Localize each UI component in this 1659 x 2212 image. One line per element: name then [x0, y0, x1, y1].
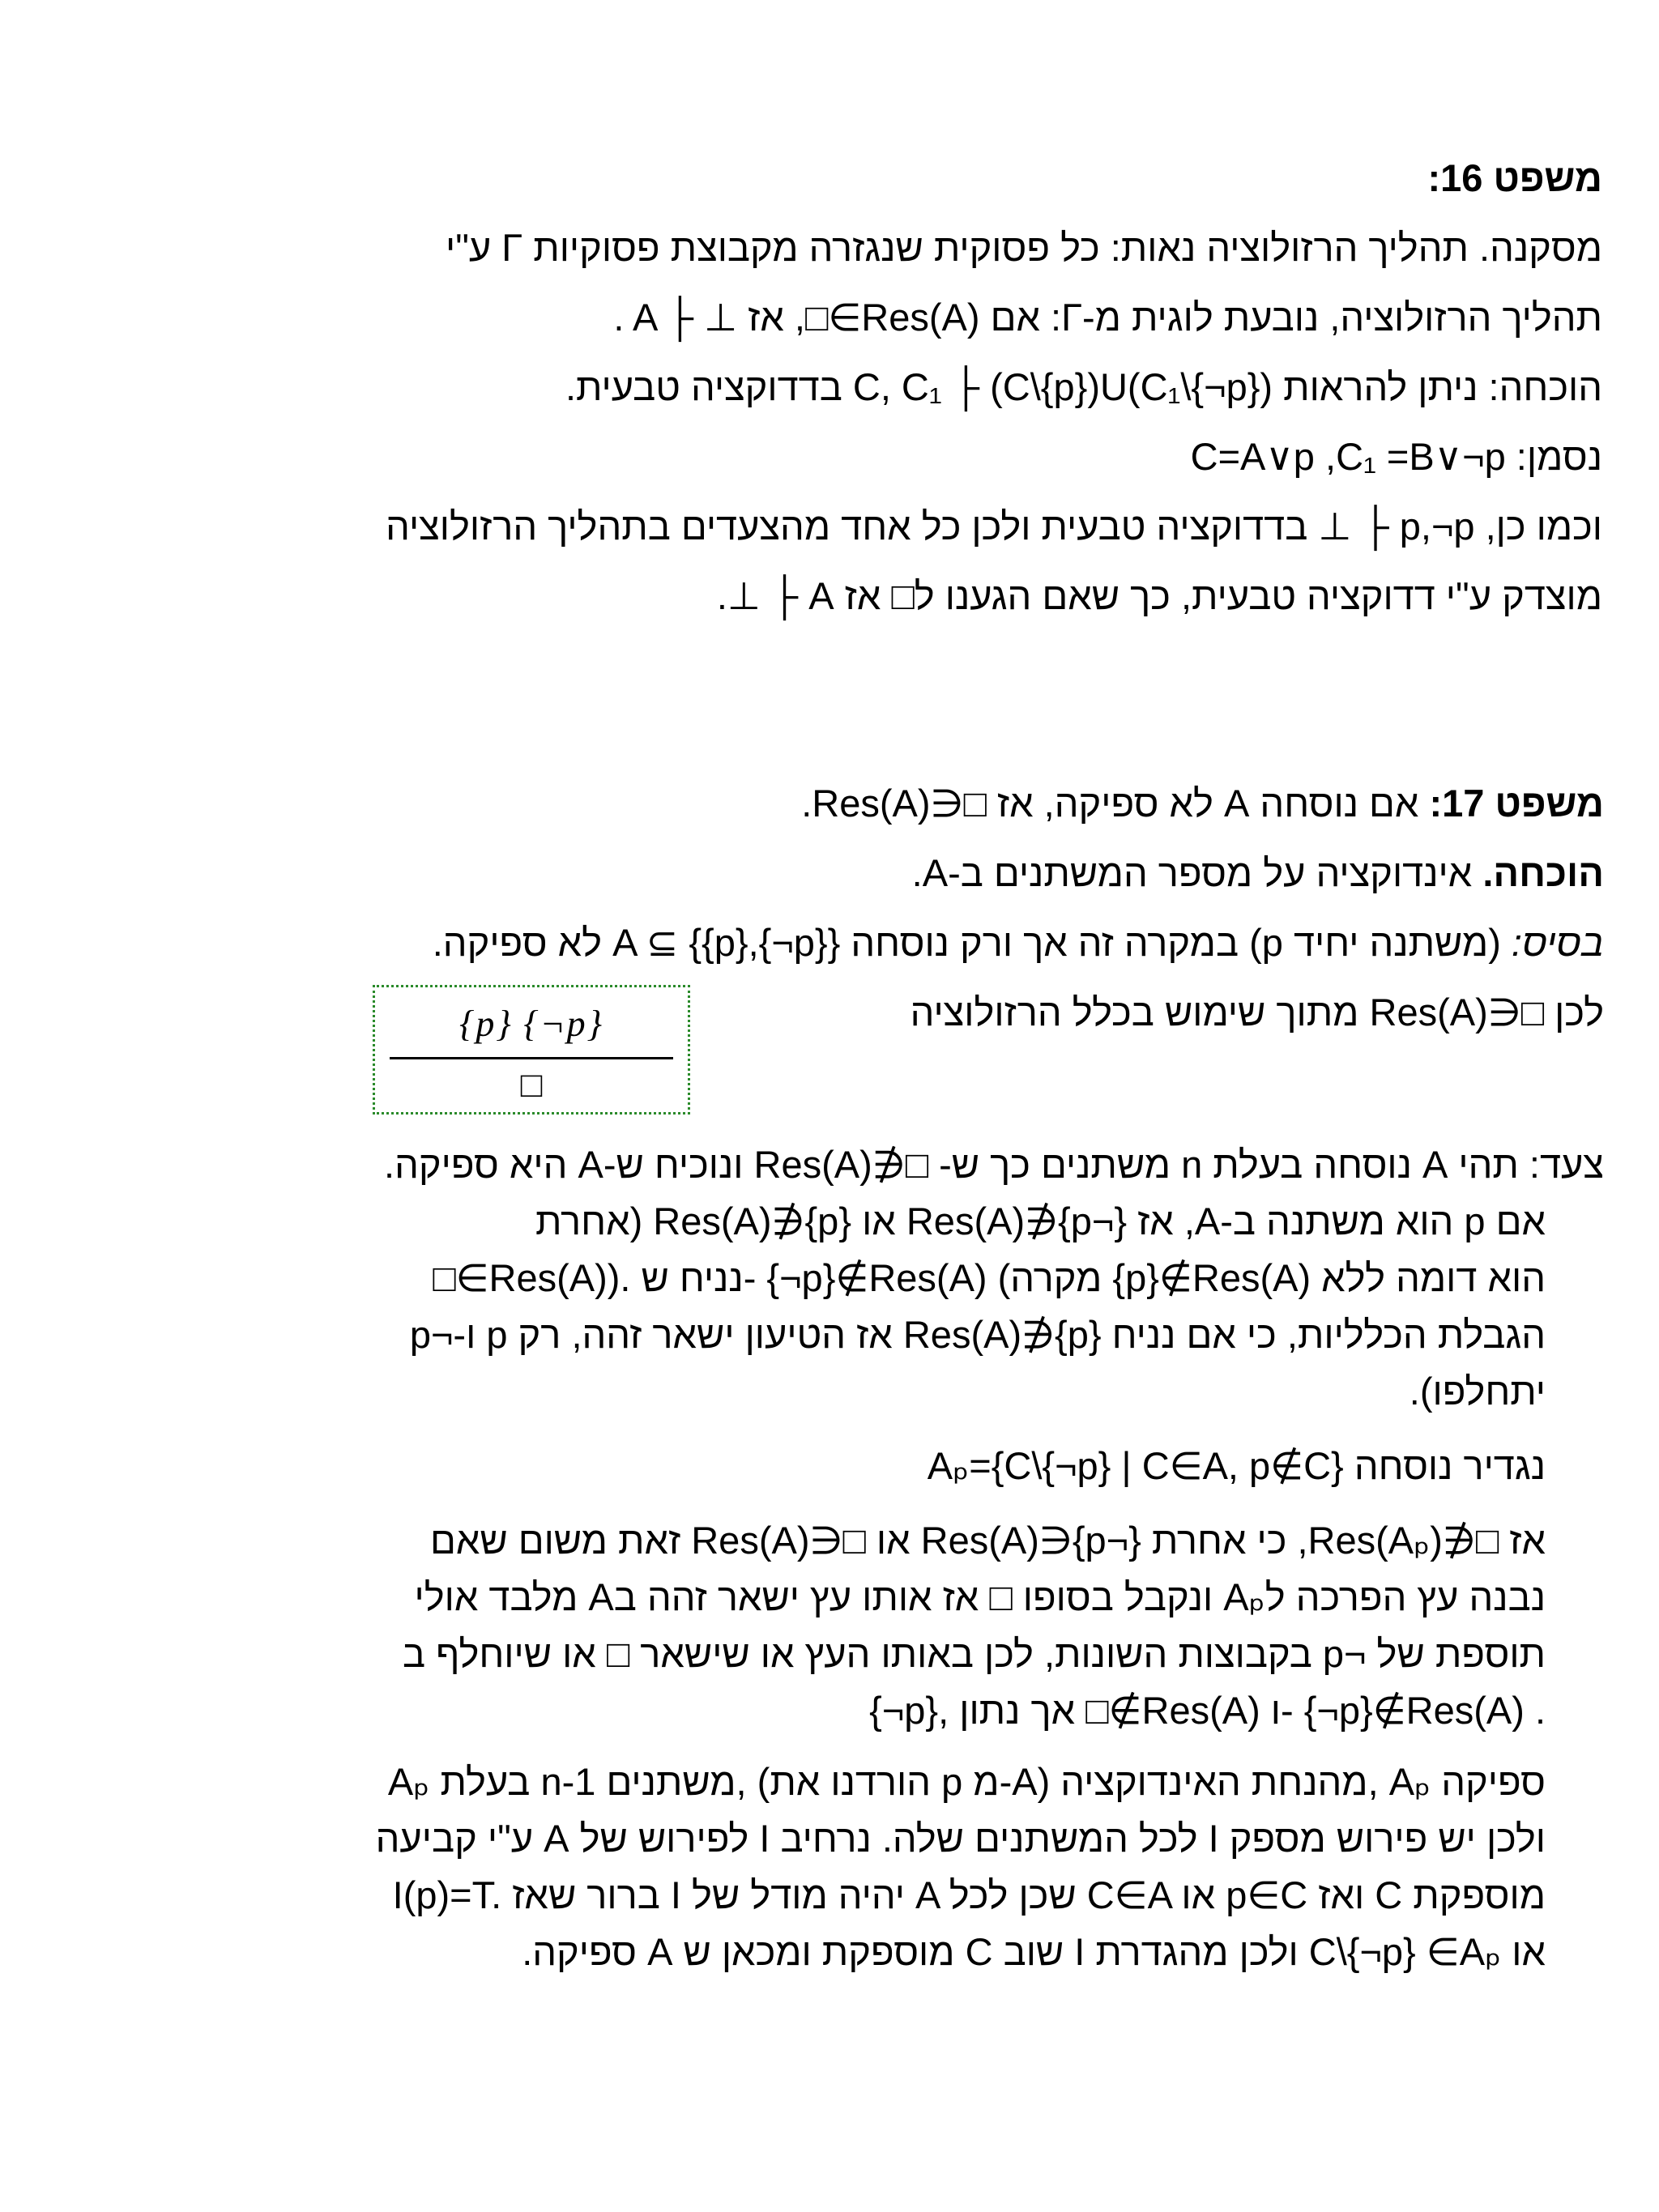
theorem-17-base-line	[433, 918, 1604, 967]
step-line-9: תוספת של ¬p בקבוצות השונות, לכן באותו העץ או שישאר □ או שיוחלף ב	[402, 1632, 1546, 1675]
step-line-10: {¬p}, אך נתון □∉Res(A) ו- {¬p}∉Res(A) .	[869, 1689, 1546, 1732]
proof-text: אינדוקציה על מספר המשתנים ב-A.	[911, 851, 1473, 894]
step-line-4: הגבלת הכלליות, כי אם נניח {p}∉Res(A) אז הטיעון ישאר זהה, רק p ו-¬p	[409, 1313, 1546, 1356]
define-ap-line: נגדיר נוסחה Aₚ={C\{¬p} | C∈A, p∉C}	[927, 1444, 1546, 1487]
step-line-5: יתחלפו).	[1409, 1370, 1546, 1413]
step-line-12: ולכן יש פירוש מספק I לכל המשתנים שלה. נרחיב I לפירוש של A ע"י קביעה	[375, 1817, 1546, 1860]
theorem-17-statement-line	[801, 779, 1604, 828]
theorem-17-proof-line	[912, 849, 1604, 897]
theorem-17-statement: אם נוסחה A לא ספיקה, אז □∈Res(A).	[801, 782, 1419, 825]
base-text: (משתנה יחיד p) במקרה זה אך ורק נוסחה A ⊆ {{p},{¬p}} לא ספיקה.	[432, 921, 1501, 964]
proof-label: הוכחה.	[1482, 851, 1604, 894]
resolution-conclusion: □	[520, 1065, 543, 1105]
step-line-8: נבנה עץ הפרכה לAₚ ונקבל בסופו □ אז אותו עץ ישאר זהה בA מלבד אולי	[414, 1575, 1546, 1618]
step-line-11: Aₚ בעלת n-1 משתנים, (הורדנו את p מ-A) מהנחת האינדוקציה, Aₚ ספיקה	[387, 1760, 1546, 1803]
theorem-17-conclusion-line: לכן □∈Res(A) מתוך שימוש בכלל הרזולוציה	[910, 991, 1604, 1034]
theorem-16-line-5: וכמו כן, p,¬p ├ ⊥ בדדוקציה טבעית ולכן כל אחד מהצעדים בתהליך הרזולוציה	[386, 505, 1602, 548]
step-line-1: צעד: תהי A נוסחה בעלת n משתנים כך ש- □∉Res(A) ונוכיח ש-A היא ספיקה.	[384, 1143, 1604, 1186]
step-line-14: או C\{¬p} ∈Aₚ ולכן מהגדרת I שוב C מוספקת ומכאן ש A ספיקה.	[522, 1930, 1546, 1973]
resolution-premises: {p} {¬p}	[458, 1003, 604, 1044]
theorem-16-line-3: הוכחה: ניתן להראות C, C₁ ├ (C\{p})U(C₁\{¬p}) בדדוקציה טבעית.	[565, 365, 1602, 408]
base-label: בסיס:	[1511, 921, 1604, 964]
step-line-2: אם p הוא משתנה ב-A, אז {¬p}∉Res(A) או {p}∉Res(A) (אחרת	[535, 1200, 1546, 1242]
theorem-16-line-6: מוצדק ע"י דדוקציה טבעית, כך שאם הגענו ל□ אז A ├ ⊥.	[716, 574, 1602, 617]
theorem-16-line-1: מסקנה. תהליך הרזולוציה נאות: כל פסוקית שנגזרה מקבוצת פסוקיות Γ ע"י	[445, 226, 1602, 269]
theorem-16-line-2: . A ├ ⊥ אז ,□∈Res(A) אם :Γ-תהליך הרזולוציה, נובעת לוגית מ	[613, 296, 1602, 339]
theorem-16-line-4: נסמן: C=A∨p ,C₁ =B∨¬p	[1190, 435, 1602, 478]
step-line-3: □∈Res(A)). נניח ש- {¬p}∉Res(A) (מקרה {p}∉Res(A) הוא דומה ללא	[433, 1256, 1546, 1299]
resolution-rule-box	[373, 985, 690, 1115]
step-line-7: אז □∉Res(Aₚ), כי אחרת {¬p}∈Res(A) או □∈Res(A) זאת משום שאם	[429, 1519, 1546, 1562]
step-line-13: I(p)=T. ברור שאז I יהיה מודל של A שכן לכל C∈A או p∈C ואז C מוספקת	[392, 1873, 1546, 1916]
theorem-17-heading: משפט 17:	[1429, 782, 1604, 825]
theorem-16-heading: משפט 16:	[1427, 156, 1602, 199]
fraction-rule	[390, 1057, 673, 1059]
